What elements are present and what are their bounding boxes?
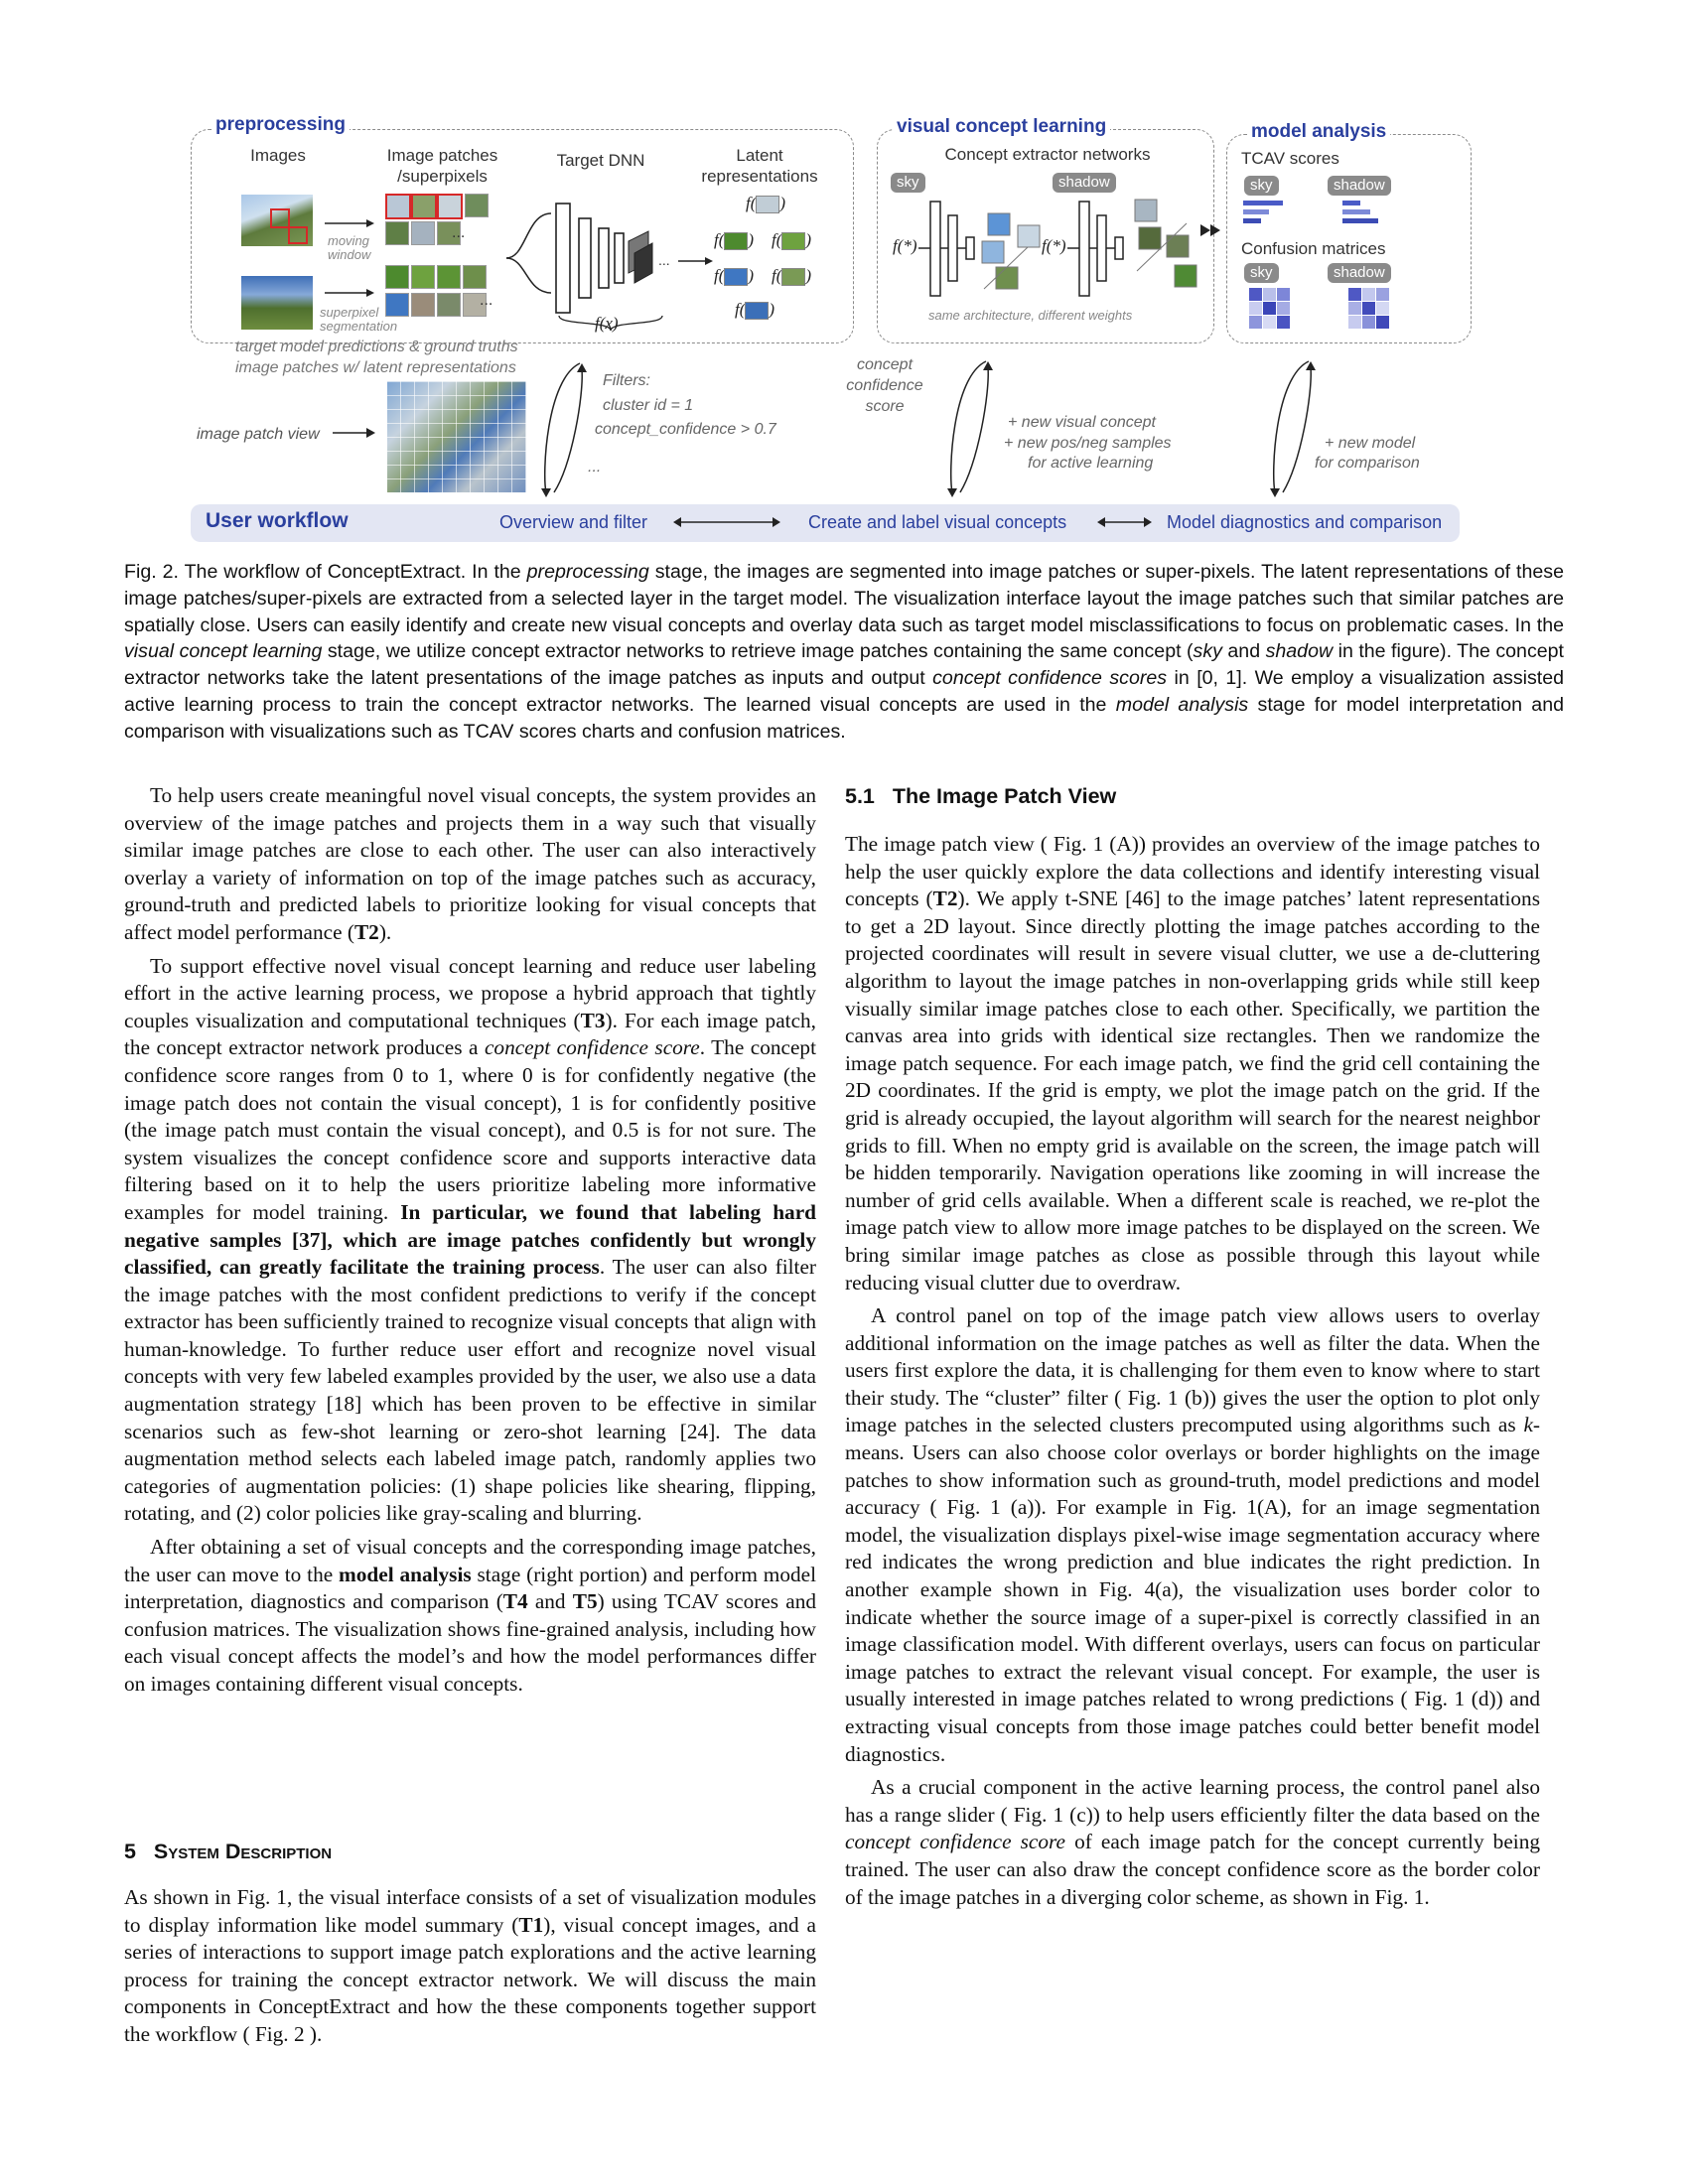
badge-shadow-confusion: shadow bbox=[1328, 263, 1391, 283]
model-loop bbox=[1261, 353, 1321, 500]
ellipsis-1: ... bbox=[452, 224, 466, 241]
stage-title-model-analysis: model analysis bbox=[1247, 121, 1390, 143]
col-head-images: Images bbox=[250, 146, 306, 165]
col-head-tcav: TCAV scores bbox=[1241, 149, 1339, 168]
new-visual-concept-label: + new visual concept bbox=[1008, 414, 1156, 431]
filter-concept-confidence: concept_confidence > 0.7 bbox=[595, 421, 776, 438]
target-predictions-line-2: image patches w/ latent representations bbox=[235, 359, 516, 376]
arrow-to-model-analysis bbox=[1196, 220, 1226, 240]
same-architecture-label: same architecture, different weights bbox=[928, 308, 1133, 323]
concept-loop bbox=[938, 353, 998, 500]
filter-loop bbox=[532, 355, 592, 499]
left-paragraph-4: As shown in Fig. 1, the visual interface consists of a set of visualization modules to display information like model summary (T1), visual concept images, and a series of interactions to support image patch explorations and the active learning process for training the concept extractor network. We will discuss the main components in ConceptExtract and how the these components together support the workflow ( Fig. 2 ). bbox=[124, 1885, 816, 2046]
concept-confidence-score-label: concept confidence score bbox=[846, 356, 923, 415]
workflow-step-diagnostics: Model diagnostics and comparison bbox=[1167, 512, 1443, 532]
right-paragraph-2: A control panel on top of the image patch view allows users to overlay additional information on the image patches as well as filter the data. When the users first explore the data, it is challenging for them even to know where to start their study. The “cluster” filter ( Fig. 1 (b)) gives the user the option to plot only image patches in the selected clusters precomputed using algorithms such as k-means. Users can also choose color overlays or border highlights on the image patches to show information such as ground-truth, model predictions and model accuracy ( Fig. 1 (a)). For example in Fig. 1(A), for an image segmentation model, the visualization displays pixel-wise image segmentation accuracy where red indicates the wrong prediction and blue indicates the right prediction. In another example shown in Fig. 4(a), the visualization uses border color to indicate whether the source image of a super-pixel is correctly classified in an image classification model. With different overlays, users can focus on particular image patches to extract the relevant visual concept. For example, the user is usually interested in image patches related to wrong predictions ( Fig. 1 (d)) and extracting visual concepts from those image patches could better benefit model diagnostics. bbox=[845, 1303, 1540, 1766]
col-head-concept-extractor: Concept extractor networks bbox=[944, 145, 1151, 164]
new-samples-label: + new pos/neg samples bbox=[1004, 435, 1172, 452]
badge-sky-confusion: sky bbox=[1244, 263, 1279, 283]
left-column bbox=[124, 782, 816, 1699]
f-star-shadow: f(*) bbox=[1042, 236, 1066, 255]
col-head-latent: Latent representations bbox=[701, 146, 818, 186]
badge-sky-extractor: sky bbox=[891, 173, 925, 193]
moving-window-label: moving window bbox=[328, 233, 371, 262]
new-model-label: + new model bbox=[1325, 435, 1416, 452]
col-head-target-dnn: Target DNN bbox=[556, 151, 645, 170]
target-dnn-diagram bbox=[501, 184, 720, 333]
left-paragraph-3: After obtaining a set of visual concepts and the corresponding image patches, the user can move to the model analysis stage (right portion) and perform model interpretation, diagnostics and comparison (T4 and T5) using TCAV scores and confusion matrices. The visualization shows fine-grained analysis, including how each visual concept affects the model’s and how the model performances differ on images containing different visual concepts. bbox=[124, 1535, 817, 1696]
latent-f-2: f( ) bbox=[714, 230, 755, 249]
left-paragraph-1: To help users create meaningful novel visual concepts, the system provides an overview of the image patches and projects them in a way such that visually similar image patches are close to each other. The user can also interactively overlay a variety of information on top of the image patches such as accuracy, ground-truth and predicted labels to prioritize looking for visual concepts that affect model performance (T2). bbox=[124, 783, 816, 944]
svg-text:...: ... bbox=[658, 252, 670, 268]
section-5-heading: 5 System Description bbox=[124, 1840, 333, 1863]
ellipsis-2: ... bbox=[480, 292, 493, 309]
workflow-title: User workflow bbox=[206, 509, 349, 532]
image-patch-view-arrow bbox=[333, 425, 377, 441]
workflow-step-create: Create and label visual concepts bbox=[808, 512, 1067, 532]
right-paragraph-3: As a crucial component in the active learning process, the control panel also has a range slider ( Fig. 1 (c)) to help users efficiently filter the data based on the concept confidence score of each image patch for the concept currently being trained. The user can also draw the concept confidence score as the border color of the image patches in a diverging color scheme, as shown in Fig. 1. bbox=[845, 1775, 1541, 1909]
workflow-step-overview: Overview and filter bbox=[499, 512, 648, 532]
left-paragraph-2: To support effective novel visual concept learning and reduce user labeling effort in the active learning process, we propose a hybrid approach that tightly couples visualization and computational techniques (T3). For each image patch, the concept extractor network produces a concept confidence score. The concept confidence score ranges from 0 to 1, where 0 is for confidently negative (the image patch does not contain the visual concept), 1 is for confidently positive (the image patch must contain the visual concept), and 0.5 is for not sure. The system visualizes the concept confidence score and supports interactive data filtering based on it to help the users prioritize labeling more informative examples for model training. In particular, we found that labeling hard negative samples [37], which are image patches confidently but wrongly classified, can greatly facilitate the training process. The user can also filter the image patches with the most confident predictions to verify if the concept extractor has been sufficiently trained to recognize visual concepts that align with human-knowledge. To further reduce user effort and recognize novel visual concepts with very few labeled examples provided by the user, we also use a data augmentation strategy [18] which has been proven to be effective in similar scenarios such as few-shot learning or zero-shot learning [24]. The data augmentation method selects each labeled image patch, randomly applies two categories of augmentation policies: (1) shape policies like shearing, flipping, rotating, and (2) color policies like gray-scaling and blurring. bbox=[124, 953, 816, 1526]
latent-f-1: f( ) bbox=[746, 194, 786, 212]
window-highlight-2 bbox=[288, 226, 308, 244]
figure-caption: Fig. 2. The workflow of ConceptExtract. In the preprocessing stage, the images are segmented into image patches or super-pixels. The latent representations of these image patches/super-pixels are extracted from a selected layer in the target model. The visualization interface layout the image patches such that similar patches are spatially close. Users can easily identify and create new visual concepts and overlay data such as target model misclassifications to focus on problematic cases. In the visual concept learning stage, we utilize concept extractor networks to retrieve image patches containing the same concept (sky and shadow in the figure). The concept extractor networks take the latent presentations of the image patches as inputs and output concept confidence scores in [0, 1]. We employ a visualization assisted active learning process to train the concept extractor networks. The learned visual concepts are used in the model analysis stage for model interpretation and comparison with visualizations such as TCAV scores charts and confusion matrices. bbox=[124, 561, 1565, 743]
filter-cluster-id: cluster id = 1 bbox=[603, 397, 694, 414]
source-image-2 bbox=[241, 276, 313, 330]
for-active-learning-label: for active learning bbox=[1028, 455, 1154, 472]
image-patch-mosaic bbox=[387, 381, 526, 492]
latent-f-4: f( ) bbox=[714, 266, 755, 285]
stage-title-preprocessing: preprocessing bbox=[211, 114, 350, 136]
left-column-section-5 bbox=[124, 1884, 816, 2049]
tcav-bars bbox=[1241, 199, 1440, 228]
target-predictions-line-1: target model predictions & ground truths bbox=[235, 339, 518, 355]
badge-sky-tcav: sky bbox=[1244, 176, 1279, 196]
fx-label-dnn: f(x) bbox=[595, 314, 619, 333]
section-5-1-heading: 5.1 The Image Patch View bbox=[845, 784, 1117, 808]
col-head-image-patches: Image patches /superpixels bbox=[386, 146, 498, 186]
image-patch-view-label: image patch view bbox=[197, 426, 320, 443]
for-comparison-label: for comparison bbox=[1315, 455, 1420, 472]
col-head-confusion: Confusion matrices bbox=[1241, 239, 1386, 258]
badge-shadow-tcav: shadow bbox=[1328, 176, 1391, 196]
window-highlight-1 bbox=[270, 208, 290, 228]
filter-ellipsis: ... bbox=[588, 459, 602, 476]
workflow-arrow-2 bbox=[1097, 514, 1152, 530]
latent-f-3: f( ) bbox=[772, 230, 812, 249]
stage-title-visual-concept-learning: visual concept learning bbox=[893, 116, 1110, 138]
filters-label: Filters: bbox=[603, 372, 650, 389]
latent-f-6: f( ) bbox=[735, 300, 775, 319]
right-column bbox=[845, 831, 1540, 1911]
confusion-matrices bbox=[1249, 288, 1428, 333]
badge-shadow-extractor: shadow bbox=[1053, 173, 1116, 193]
right-paragraph-1: The image patch view ( Fig. 1 (A)) provides an overview of the image patches to help the user quickly explore the data collections and identify interesting visual concepts (T2). We apply t-SNE [46] to the image patches’ latent representations to get a 2D layout. Since directly plotting the image patches according to the projected coordinates will result in severe visual clutter, we use a de-cluttering algorithm to layout the image patches in non-overlapping grids while still keep visually similar image patches close to each other. Specifically, we partition the canvas area into grids with identical size rectangles. Then we randomize the image patch sequence. For each image patch, we find the grid cell containing the 2D coordinates. If the grid is empty, we plot the image patch on the grid. If the grid is already occupied, the layout algorithm will search for the nearest neighbor grids to fill. When no empty grid is available on the screen, the image patch will be hidden temporarily. Navigation operations like zooming in will increase the number of grid cells available. When a different scale is reached, we re-plot the image patch view to allow more image patches to be displayed on the screen. We bring similar image patches as close as possible through this layout while reducing visual clutter due to overdraw. bbox=[845, 832, 1540, 1295]
superpixel-segmentation-label: superpixel segmentation bbox=[320, 305, 398, 334]
f-star-sky: f(*) bbox=[893, 236, 917, 255]
latent-f-5: f( ) bbox=[772, 266, 812, 285]
workflow-arrow-1 bbox=[673, 514, 780, 530]
